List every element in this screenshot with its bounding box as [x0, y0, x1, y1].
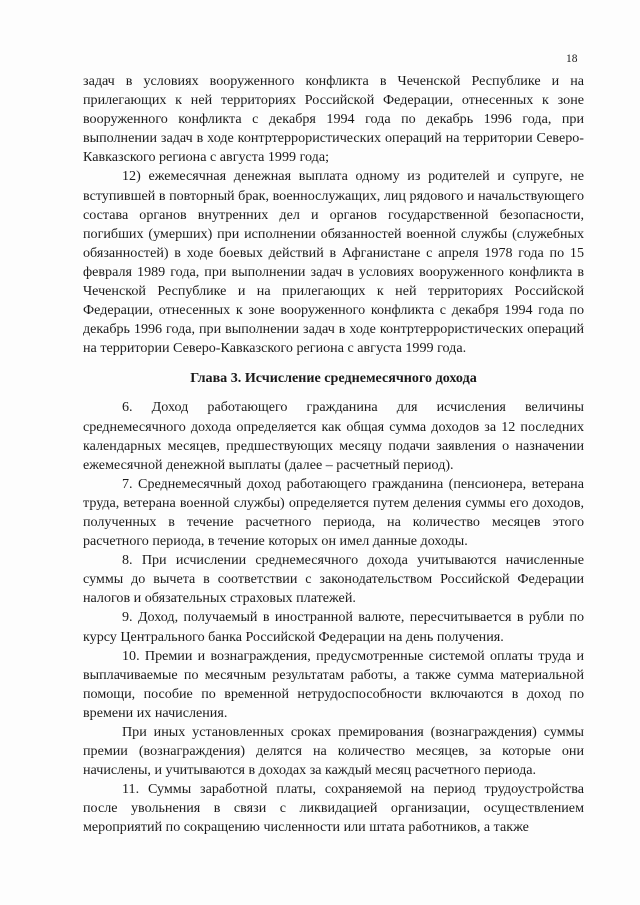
document-body: [83, 72, 584, 838]
paragraph-clause-6: 6. Доход работающего гражданина для исчисления величины среднемесячного дохода определяется как общая сумма доходов за 12 последних календарных месяцев, предшествующих месяцу подачи заявления о назначении ежемесячной денежной выплаты (далее – расчетный период).: [83, 399, 584, 473]
paragraph-clause-10-continued: При иных установленных сроках премирования (вознаграждения) суммы премии (вознаграждения) делятся на количество месяцев, за которые они начислены, и учитываются в доходах за каждый месяц расчетного периода.: [83, 724, 584, 779]
chapter-heading: Глава 3. Исчисление среднемесячного дохода: [190, 370, 477, 387]
paragraph-clause-10: 10. Премии и вознаграждения, предусмотренные системой оплаты труда и выплачиваемые по месячным результатам работы, а также сумма материальной помощи, пособие по временной нетрудоспособности включаются в доход по времени их начисления.: [83, 647, 584, 721]
paragraph-clause-8: 8. При исчислении среднемесячного дохода учитываются начисленные суммы до вычета в соответствии с законодательством Российской Федерации налогов и обязательных страховых платежей.: [83, 552, 584, 607]
paragraph-clause-7: 7. Среднемесячный доход работающего гражданина (пенсионера, ветерана труда, ветерана военной службы) определяется путем деления суммы его доходов, полученных в течение расчетного периода, на количество месяцев этого расчетного периода, в течение которых он имел данные доходы.: [83, 475, 584, 550]
paragraph-clause-11: 11. Суммы заработной платы, сохраняемой на период трудоустройства после увольнения в связи с ликвидацией организации, осуществлением мероприятий по сокращению численности или штата работников, а также: [83, 781, 584, 836]
paragraph-item-12: 12) ежемесячная денежная выплата одному из родителей и супруге, не вступившей в повторный брак, военнослужащих, лиц рядового и начальствующего состава органов внутренних дел и органов государственной безопасности, погибших (умерших) при исполнении обязанностей военной службы (служебных обязанностей) в ходе боевых действий в Афганистане с апреля 1978 года по 15 февраля 1989 года, при выполнении задач в условиях вооруженного конфликта в Чеченской Республике и на прилегающих к ней территориях Российской Федерации, отнесенных к зоне вооруженного конфликта с декабря 1994 года по декабрь 1996 года, при выполнении задач в ходе контртеррористических операций на территории Северо-Кавказского региона с августа 1999 года.: [83, 168, 584, 357]
paragraph-clause-9: 9. Доход, получаемый в иностранной валюте, пересчитывается в рубли по курсу Центрального банка Российской Федерации на день получения.: [83, 609, 584, 645]
paragraph-continuation-item-11: задач в условиях вооруженного конфликта в Чеченской Республике и на прилегающих к ней территориях Российской Федерации, отнесенных к зоне вооруженного конфликта с декабря 1994 года по декабрь 1996 года, при выполнении задач в ходе контртеррористических операций на территории Северо-Кавказского региона с августа 1999 года;: [83, 73, 584, 166]
page-number: 18: [566, 53, 578, 65]
